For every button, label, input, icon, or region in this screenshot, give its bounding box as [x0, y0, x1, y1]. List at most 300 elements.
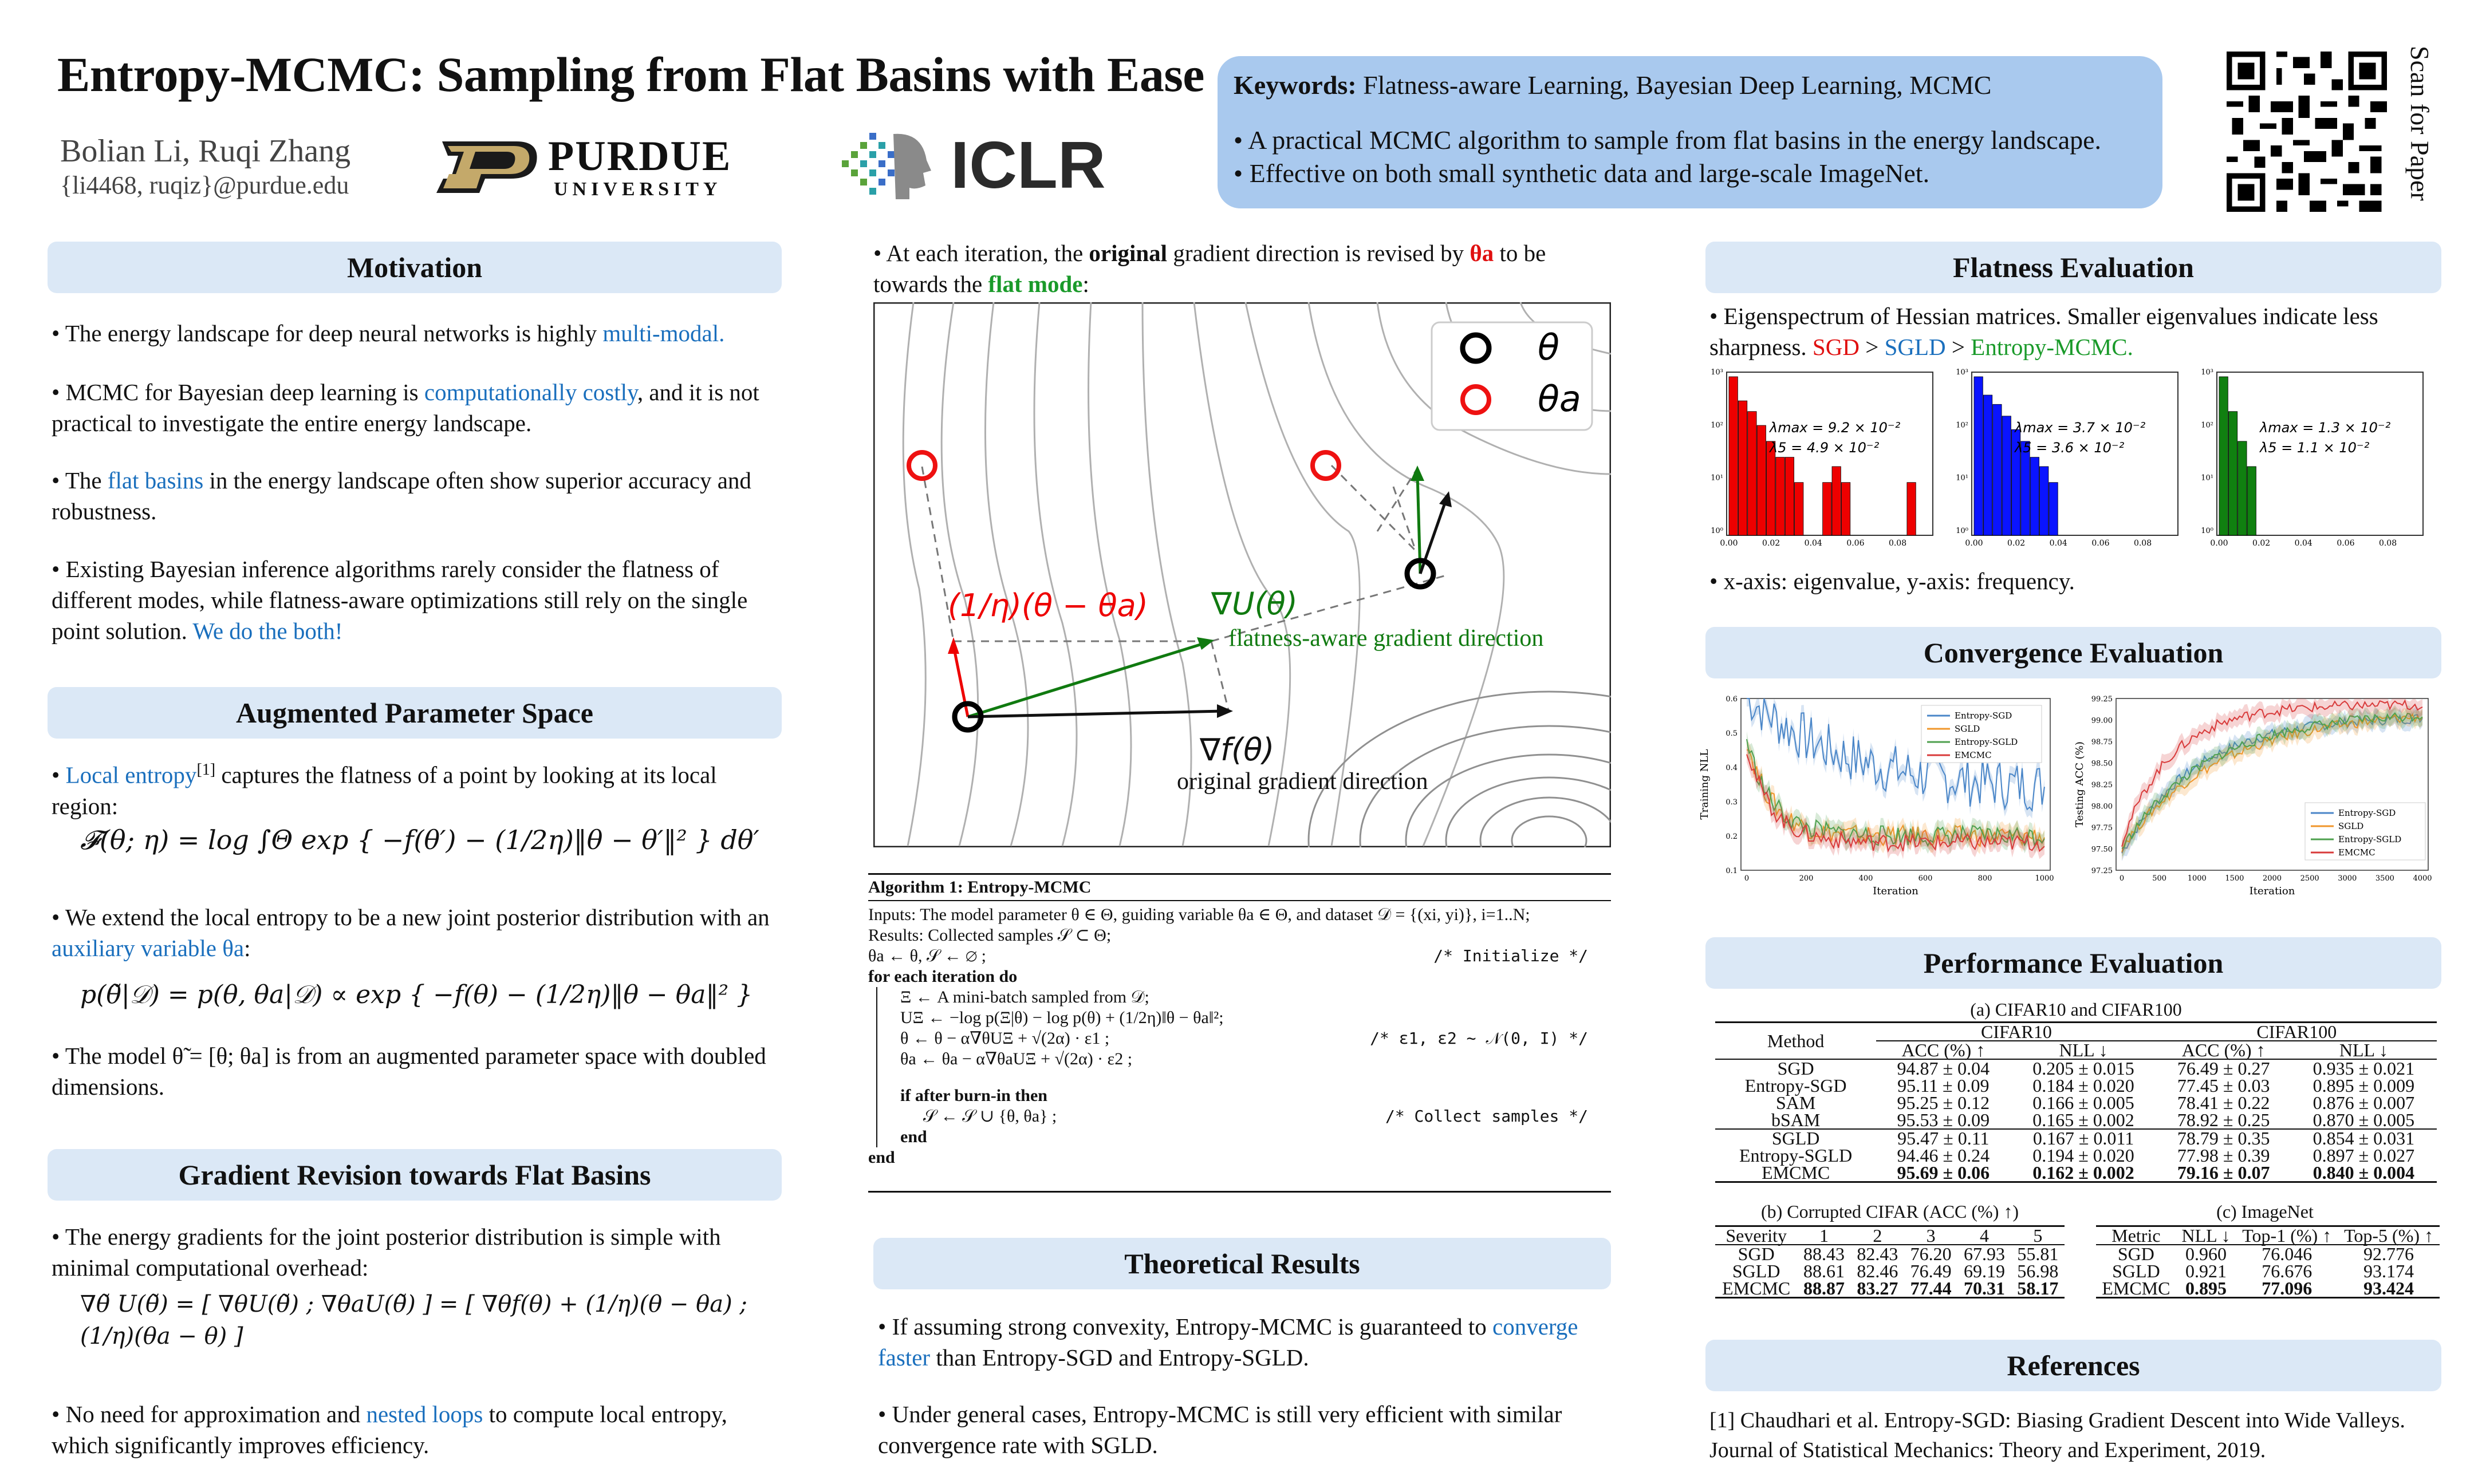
histogram-bar [2228, 412, 2237, 535]
table-cell-value: 77.98 ± 0.39 [2177, 1145, 2270, 1166]
chart-ytick: 98.00 [2091, 802, 2113, 811]
histogram-xtick: 0.04 [2294, 539, 2313, 548]
table-header-cell: 5 [2033, 1225, 2043, 1246]
table-cell-value: 0.165 ± 0.002 [2032, 1110, 2134, 1130]
histogram-bar [1993, 404, 2002, 535]
histogram-bar [1907, 483, 1916, 535]
histogram-xtick: 0.04 [2049, 539, 2067, 548]
algo-comment-init: /* Initialize */ [1433, 946, 1588, 965]
algo-line-results: Results: Collected samples 𝒮 ⊂ Θ; [868, 926, 1112, 945]
histogram-bar [1785, 457, 1794, 535]
text: • The energy landscape for deep neural networks is highly [52, 320, 603, 346]
iclr-head-icon [836, 126, 933, 206]
table-header-row [2096, 1226, 2440, 1245]
table-cell-value: 76.20 [1910, 1244, 1952, 1264]
col-acc: ACC (%) ↑ [2181, 1040, 2266, 1060]
highlight-flat-basins: flat basins [107, 467, 204, 494]
text: • The [52, 467, 108, 494]
table-cell-value: 94.46 ± 0.24 [1897, 1145, 1990, 1166]
chart-xtick: 500 [2152, 874, 2167, 883]
algorithm-box [868, 873, 1611, 1193]
legend-entry: EMCMC [2338, 847, 2375, 858]
algo-line-for: for each iteration do [868, 967, 1018, 986]
histogram-ytick: 10³ [1956, 368, 1968, 377]
histogram-bar [2219, 377, 2228, 535]
formula-local-entropy: 𝓕(θ; η) = log ∫Θ exp { −f(θ′) − (1/2η)‖θ − θ′‖² } dθ′ [80, 824, 759, 855]
section-heading-gradient: Gradient Revision towards Flat Basins [48, 1149, 782, 1201]
table-header-row [1715, 1226, 2065, 1245]
chart-ytick: 0.3 [1726, 798, 1738, 807]
chart-xtick: 800 [1977, 874, 1992, 883]
histogram-xtick: 0.06 [2337, 539, 2355, 548]
authors: Bolian Li, Ruqi Zhang [60, 133, 351, 169]
algo-line-if: if after burn-in then [900, 1086, 1047, 1105]
keywords-text: Flatness-aware Learning, Bayesian Deep Learning, MCMC [1363, 70, 1992, 100]
chart-ytick: 97.50 [2091, 845, 2113, 854]
algo-line-minibatch: Ξ ← A mini-batch sampled from 𝒟; [900, 988, 1149, 1007]
table-row [2096, 1262, 2440, 1280]
table-caption-corrupted: (b) Corrupted CIFAR (ACC (%) ↑) [1760, 1201, 2019, 1222]
algorithm-title: Algorithm 1: Entropy-MCMC [868, 875, 1611, 901]
table-cell-value: 76.046 [2262, 1244, 2313, 1264]
histogram-annotation-l5: λ5 = 3.6 × 10⁻² [2015, 440, 2125, 456]
histogram-xtick: 0.06 [1846, 539, 1865, 548]
flatness-point-2: • x-axis: eigenvalue, y-axis: frequency. [1709, 568, 2075, 594]
text: > [1859, 334, 1885, 360]
histogram-annotation-lmax: λmax = 3.7 × 10⁻² [2015, 420, 2146, 436]
chart-ytick: 98.75 [2091, 738, 2113, 747]
algo-line-init [868, 946, 1611, 966]
purdue-wordmark: PURDUE [548, 133, 732, 180]
table-imagenet [2096, 1225, 2440, 1298]
histogram-bar [2049, 483, 2058, 535]
histogram-xtick: 0.04 [1804, 539, 1822, 548]
group-cifar10: CIFAR10 [1876, 1023, 2156, 1041]
histogram-bar [1983, 395, 1992, 535]
table-cell-value: 78.41 ± 0.22 [2177, 1092, 2270, 1113]
table-row [1715, 1262, 2065, 1280]
label-theta-difference: (1/η)(θ − θa) [948, 587, 1148, 623]
section-heading-flatness: Flatness Evaluation [1705, 242, 2441, 293]
theory-point-2: • Under general cases, Entropy-MCMC is still very efficient with similar convergence rate with SGLD. [878, 1401, 1562, 1458]
augmented-point-1 [52, 755, 779, 822]
scan-for-paper: Scan for Paper [2405, 46, 2434, 201]
text: • At each iteration, the [873, 240, 1089, 266]
text: , and it is not practical to investigate the entire energy landscape. [52, 379, 759, 436]
author-emails: {li4468, ruqiz}@purdue.edu [60, 171, 349, 199]
table-cell-value: 69.19 [1963, 1261, 2005, 1281]
chart-xtick: 2500 [2300, 874, 2319, 883]
col-nll: NLL ↓ [2339, 1040, 2388, 1060]
algo-comment-collect: /* Collect samples */ [1385, 1107, 1588, 1126]
highlight-costly: computationally costly [424, 379, 637, 405]
text-original: original [1089, 240, 1168, 266]
label-flatness-aware-direction: flatness-aware gradient direction [1228, 625, 1544, 652]
histogram-bar [1748, 412, 1756, 535]
algo-line-inputs: Inputs: The model parameter θ ∈ Θ, guiding variable θa ∈ Θ, and dataset 𝒟 = {(xi, yi)}, i=1..N; [868, 905, 1530, 924]
histogram-xtick: 0.06 [2091, 539, 2110, 548]
table-cell-method: SGLD [1732, 1261, 1780, 1281]
chart-xtick: 400 [1858, 874, 1873, 883]
table-cell-value: 67.93 [1963, 1244, 2005, 1264]
histogram-ytick: 10⁰ [2201, 527, 2213, 535]
text: > [1945, 334, 1971, 360]
highlight-auxiliary-variable: auxiliary variable θa [52, 935, 245, 961]
table-cell-value: 76.49 [1910, 1261, 1952, 1281]
chart-xtick: 3000 [2338, 874, 2357, 883]
eigen-histogram-sgld [1946, 366, 2187, 552]
histogram-bar [1841, 483, 1850, 535]
eigen-histogram-sgd [1701, 366, 1941, 552]
table-cell-value: 0.854 ± 0.031 [2313, 1128, 2415, 1148]
histogram-ytick: 10³ [1711, 368, 1723, 377]
group-cifar100: CIFAR100 [2157, 1023, 2437, 1041]
table-header-cell: Severity [1726, 1225, 1787, 1246]
table-cell-value: 92.776 [2363, 1244, 2414, 1264]
table-cell-value: 88.61 [1803, 1261, 1845, 1281]
table-cifar-body [1715, 1059, 2437, 1182]
augmented-point-3: • The model θ̃ = [θ; θa] is from an augmented parameter space with doubled dimensions. [52, 1043, 766, 1100]
table-cell-value: 0.184 ± 0.020 [2032, 1075, 2134, 1096]
table-cell-value: 77.096 [2262, 1278, 2313, 1298]
chart-ytick: 97.25 [2091, 867, 2113, 875]
table-cell-value: 0.960 [2185, 1244, 2227, 1264]
highlight-we-do-both: We do the both! [192, 618, 343, 644]
chart-ytick: 0.1 [1726, 867, 1738, 875]
histogram-bar [1974, 377, 1983, 535]
table-cell-value: 0.166 ± 0.005 [2032, 1092, 2134, 1113]
table-cell-value: 70.31 [1963, 1278, 2005, 1298]
histogram-xtick: 0.00 [1720, 539, 1738, 548]
histogram-xtick: 0.08 [2133, 539, 2152, 548]
table-cell-value: 93.424 [2363, 1278, 2414, 1298]
histogram-xtick: 0.08 [2378, 539, 2397, 548]
text: gradient direction is revised by [1167, 240, 1470, 266]
table-cell-value: 78.79 ± 0.35 [2177, 1128, 2270, 1148]
table-header-cell: 4 [1979, 1225, 1989, 1246]
label-entropy-mcmc: Entropy-MCMC. [1971, 334, 2133, 360]
highlight-local-entropy: Local entropy [65, 761, 197, 788]
table-cell-value: 95.53 ± 0.09 [1897, 1110, 1990, 1130]
histogram-bar [2238, 441, 2247, 535]
label-sgld: SGLD [1884, 334, 1946, 360]
table-cell-value: 78.92 ± 0.25 [2177, 1110, 2270, 1130]
gradient-revision-intro [873, 238, 1612, 299]
chart-xtick: 3500 [2375, 874, 2394, 883]
col-acc: ACC (%) ↑ [1901, 1040, 1985, 1060]
table-cell-value: 55.81 [2017, 1244, 2059, 1264]
table-header-cell: Metric [2111, 1225, 2161, 1246]
algo-line-energy: UΞ ← −log p(Ξ|θ) − log p(θ) + (1/2η)‖θ − θa‖²; [900, 1008, 1224, 1027]
table-caption-cifar: (a) CIFAR10 and CIFAR100 [1970, 999, 2182, 1020]
algo-line-theta-update [900, 1028, 1611, 1049]
text: • Eigenspectrum of Hessian matrices. Smaller eigenvalues indicate less sharpness. [1709, 303, 2378, 360]
table-cell-value: 77.44 [1910, 1278, 1952, 1298]
chart-ylabel: Training NLL [1699, 749, 1711, 820]
text: : [244, 935, 251, 961]
table-row [1715, 1245, 2065, 1262]
text: • No need for approximation and [52, 1401, 367, 1427]
histogram-ytick: 10⁰ [1956, 527, 1968, 535]
histogram-annotation-lmax: λmax = 9.2 × 10⁻² [1770, 420, 1901, 436]
text: • If assuming strong convexity, Entropy-MCMC is guaranteed to [878, 1313, 1492, 1340]
highlight-multimodal: multi-modal. [602, 320, 725, 346]
table-caption-imagenet: (c) ImageNet [2216, 1201, 2314, 1222]
chart-ytick: 98.25 [2091, 781, 2113, 790]
highlight-converge-faster: converge faster [878, 1313, 1578, 1371]
legend-theta-label: θ [1538, 326, 1559, 368]
table-cell-value: 0.840 ± 0.004 [2313, 1162, 2415, 1183]
chart-ytick: 0.5 [1726, 729, 1738, 738]
histogram-ytick: 10¹ [1956, 473, 1968, 483]
histogram-xtick: 0.02 [2252, 539, 2271, 548]
table-cell-value: 0.162 ± 0.002 [2032, 1162, 2134, 1183]
table-header-cell: Top-5 (%) ↑ [2344, 1225, 2434, 1246]
histogram-xtick: 0.00 [2210, 539, 2228, 548]
table-cell-method: SGD [2117, 1244, 2154, 1264]
chart-xtick: 4000 [2413, 874, 2432, 883]
keywords-line [1234, 69, 2146, 102]
text: : [1082, 271, 1089, 297]
table-cell-value: 0.897 ± 0.027 [2313, 1145, 2415, 1166]
motivation-point-4 [52, 554, 779, 646]
algo-code: θ ← θ − α∇θUΞ + √(2α) · ε1 ; [900, 1029, 1110, 1048]
table-cell-method: bSAM [1771, 1110, 1821, 1130]
table-cifar [1715, 1021, 2437, 1183]
table-group-header [1715, 1023, 2437, 1041]
histogram-xtick: 0.02 [2007, 539, 2026, 548]
histogram-bar [2030, 457, 2039, 535]
text: to compute local entropy, which significantly improves efficiency. [52, 1401, 727, 1458]
algo-code: θa ← θ, 𝒮 ← ∅ ; [868, 946, 986, 965]
table-row [2096, 1245, 2440, 1262]
label-sgd: SGD [1812, 334, 1860, 360]
histogram-ytick: 10² [1711, 421, 1723, 430]
table-cell-value: 95.47 ± 0.11 [1897, 1128, 1990, 1148]
col-nll: NLL ↓ [2059, 1040, 2108, 1060]
motivation-point-1 [52, 318, 779, 349]
table-row [1715, 1147, 2437, 1164]
chart-xtick: 2000 [2262, 874, 2282, 883]
table-cell-value: 0.876 ± 0.007 [2313, 1092, 2415, 1113]
formula-energy-gradient: ∇θ̃ U(θ̃) = [ ∇θU(θ̃) ; ∇θaU(θ̃) ] = [ ∇θf(θ) + (1/η)(θ − θa) ; (1/η)(θa − θ) ] [80, 1291, 747, 1349]
table-cell-method: EMCMC [2102, 1278, 2170, 1298]
table-row [1715, 1280, 2065, 1298]
table-row [1715, 1111, 2437, 1129]
table-cell-value: 88.43 [1803, 1244, 1845, 1264]
table-cell-value: 82.46 [1857, 1261, 1898, 1281]
keywords-label: Keywords: [1234, 70, 1357, 100]
gradient-point-2 [52, 1399, 779, 1461]
flatness-point-1 [1709, 301, 2443, 362]
chart-ytick: 97.75 [2091, 824, 2113, 832]
iclr-logo [836, 126, 1134, 206]
histogram-ytick: 10⁰ [1711, 527, 1723, 535]
table-cell-value: 0.870 ± 0.005 [2313, 1110, 2415, 1130]
table-cell-value: 0.895 [2185, 1278, 2227, 1298]
table-cell-value: 82.43 [1857, 1244, 1898, 1264]
chart-xlabel: Iteration [2249, 885, 2295, 897]
table-imagenet-header [2096, 1226, 2440, 1245]
table-cell-value: 95.11 ± 0.09 [1897, 1075, 1990, 1096]
legend-entry: Entropy-SGLD [1955, 737, 2018, 747]
table-cell-value: 83.27 [1857, 1278, 1898, 1298]
table-row [2096, 1280, 2440, 1298]
chart-xtick: 1500 [2225, 874, 2244, 883]
histogram-bar [2040, 467, 2048, 535]
legend-entry: EMCMC [1955, 750, 1992, 760]
legend-theta-a-label: θa [1538, 378, 1581, 420]
table-cell-value: 77.45 ± 0.03 [2177, 1075, 2270, 1096]
table-cell-value: 0.895 ± 0.009 [2313, 1075, 2415, 1096]
histogram-ytick: 10³ [2201, 368, 2213, 377]
algo-line-end-if: end [900, 1127, 927, 1146]
histogram-xtick: 0.02 [1762, 539, 1780, 548]
table-cell-value: 93.174 [2363, 1261, 2414, 1281]
histogram-bar [1729, 377, 1738, 535]
theory-point-1 [878, 1311, 1611, 1373]
text: captures the flatness of a point by looking at its local region: [52, 761, 717, 819]
histogram-bar [1738, 401, 1747, 535]
histogram-bar [1776, 457, 1784, 535]
text: • [52, 761, 66, 788]
text: • MCMC for Bayesian deep learning is [52, 379, 424, 405]
histogram-annotation-l5: λ5 = 1.1 × 10⁻² [2260, 440, 2370, 456]
gradient-point-1: • The energy gradients for the joint posterior distribution is simple with minimal computational overhead: [52, 1223, 721, 1281]
poster-title: Entropy-MCMC: Sampling from Flat Basins with Ease [57, 47, 1204, 102]
chart-ytick: 99.00 [2091, 716, 2113, 725]
table-header-cell: 1 [1819, 1225, 1829, 1246]
chart-xtick: 1000 [2035, 874, 2054, 883]
table-row [1715, 1129, 2437, 1147]
table-cell-method: EMCMC [1722, 1278, 1791, 1298]
histogram-bar [1795, 483, 1803, 535]
table-header-cell: 3 [1926, 1225, 1936, 1246]
algo-for-body [876, 987, 1611, 1147]
text: to be towards the [873, 240, 1546, 297]
table-cell-value: 58.17 [2017, 1278, 2059, 1298]
table-cell-method: SGD [1777, 1058, 1814, 1079]
histogram-bar [1757, 425, 1766, 535]
label-grad-u: ∇U(θ) [1211, 586, 1298, 622]
table-cell-method: Entropy-SGD [1744, 1075, 1847, 1096]
table-header-cell: NLL ↓ [2181, 1225, 2231, 1246]
table-cell-value: 79.16 ± 0.07 [2177, 1162, 2270, 1183]
legend-entry: SGLD [2338, 821, 2364, 831]
purdue-subtitle: UNIVERSITY [554, 179, 722, 200]
table-header-cell: Top-1 (%) ↑ [2242, 1225, 2332, 1246]
section-heading-augmented: Augmented Parameter Space [48, 687, 782, 739]
table-corrupted-header [1715, 1226, 2065, 1245]
text-theta-a: θa [1470, 240, 1494, 266]
section-heading-convergence: Convergence Evaluation [1705, 627, 2441, 678]
legend-entry: Entropy-SGD [1955, 711, 2012, 721]
chart-xtick: 200 [1799, 874, 1814, 883]
keyword-bullet-2: • Effective on both small synthetic data and large-scale ImageNet. [1234, 159, 1930, 188]
chart-xtick: 1000 [2187, 874, 2207, 883]
chart-testing-acc [2070, 690, 2445, 910]
histogram-xtick: 0.00 [1965, 539, 1983, 548]
table-cell-method: EMCMC [1762, 1162, 1830, 1183]
chart-ytick: 0.4 [1726, 764, 1738, 772]
histogram-ytick: 10¹ [2201, 473, 2213, 483]
algo-line-collect [900, 1106, 1611, 1127]
chart-ylabel: Testing ACC (%) [2074, 741, 2086, 827]
keywords-box [1218, 56, 2162, 208]
col-method: Method [1715, 1023, 1876, 1060]
histogram-ytick: 10¹ [1711, 473, 1723, 483]
reference-1: [1] Chaudhari et al. Entropy-SGD: Biasing Gradient Descent into Wide Valleys. Journal of Statistical Mechanics: Theory and Experiment, 2019. [1709, 1408, 2405, 1462]
table-row [1715, 1059, 2437, 1077]
histogram-ytick: 10² [2201, 421, 2213, 430]
citation-1: [1] [196, 761, 216, 779]
section-heading-theory: Theoretical Results [873, 1238, 1611, 1289]
section-heading-performance: Performance Evaluation [1705, 937, 2441, 989]
chart-xlabel: Iteration [1873, 885, 1918, 897]
algo-line-theta-a-update: θa ← θa − α∇θaUΞ + √(2α) · ε2 ; [900, 1049, 1133, 1068]
table-cell-value: 0.205 ± 0.015 [2032, 1058, 2134, 1079]
chart-xtick: 0 [2119, 874, 2125, 883]
text-flat-mode: flat mode [988, 271, 1083, 297]
text: • Existing Bayesian inference algorithms rarely consider the flatness of different modes, while flatness-aware optimizations still rely on the single point solution. [52, 556, 748, 644]
purdue-p-icon [431, 136, 545, 199]
table-cell-value: 0.935 ± 0.021 [2313, 1058, 2415, 1079]
histogram-annotation-lmax: λmax = 1.3 × 10⁻² [2260, 420, 2391, 436]
algo-line-end-for: end [868, 1148, 895, 1167]
text: than Entropy-SGD and Entropy-SGLD. [930, 1344, 1309, 1371]
table-cell-value: 94.87 ± 0.04 [1897, 1058, 1990, 1079]
table-cell-value: 95.25 ± 0.12 [1897, 1092, 1990, 1113]
table-cell-method: SGLD [1771, 1128, 1820, 1148]
table-cell-value: 56.98 [2017, 1261, 2059, 1281]
table-row [1715, 1077, 2437, 1094]
table-cell-method: SGLD [2112, 1261, 2160, 1281]
histogram-ytick: 10² [1956, 421, 1968, 430]
augmented-point-2 [52, 902, 779, 964]
algo-code: 𝒮 ← 𝒮 ∪ {θ, θa} ; [923, 1107, 1057, 1126]
table-corrupted-body [1715, 1245, 2065, 1298]
chart-training-nll [1695, 690, 2062, 910]
chart-xtick: 0 [1744, 874, 1750, 883]
histogram-bar [2247, 467, 2256, 535]
gradient-revision-diagram [873, 302, 1611, 847]
table-cell-method: SAM [1775, 1092, 1816, 1113]
table-cell-value: 76.49 ± 0.27 [2177, 1058, 2270, 1079]
algo-comment-noise: /* ε1, ε2 ∼ 𝒩(0, I) */ [1370, 1029, 1588, 1048]
highlight-nested-loops: nested loops [366, 1401, 483, 1427]
chart-ytick: 0.6 [1726, 695, 1738, 704]
motivation-point-3 [52, 465, 779, 527]
section-heading-motivation: Motivation [48, 242, 782, 293]
chart-ytick: 0.2 [1726, 832, 1738, 841]
keyword-bullet-1: • A practical MCMC algorithm to sample from flat basins in the energy landscape. [1234, 125, 2102, 155]
table-cell-method: Entropy-SGLD [1739, 1145, 1853, 1166]
histogram-xtick: 0.08 [1888, 539, 1907, 548]
table-cell-method: SGD [1738, 1244, 1775, 1264]
motivation-point-2 [52, 377, 779, 439]
label-original-direction: original gradient direction [1177, 768, 1428, 795]
eigen-histogram-entropy-mcmc [2191, 366, 2432, 552]
legend-entry: SGLD [1955, 724, 1980, 734]
table-cell-value: 88.87 [1803, 1278, 1845, 1298]
qr-code-icon[interactable] [2227, 52, 2387, 212]
histogram-annotation-l5: λ5 = 4.9 × 10⁻² [1770, 440, 1880, 456]
section-heading-references: References [1705, 1340, 2441, 1391]
purdue-logo [431, 133, 751, 202]
legend-entry: Entropy-SGLD [2338, 834, 2402, 844]
chart-xtick: 600 [1918, 874, 1933, 883]
legend-entry: Entropy-SGD [2338, 808, 2396, 818]
